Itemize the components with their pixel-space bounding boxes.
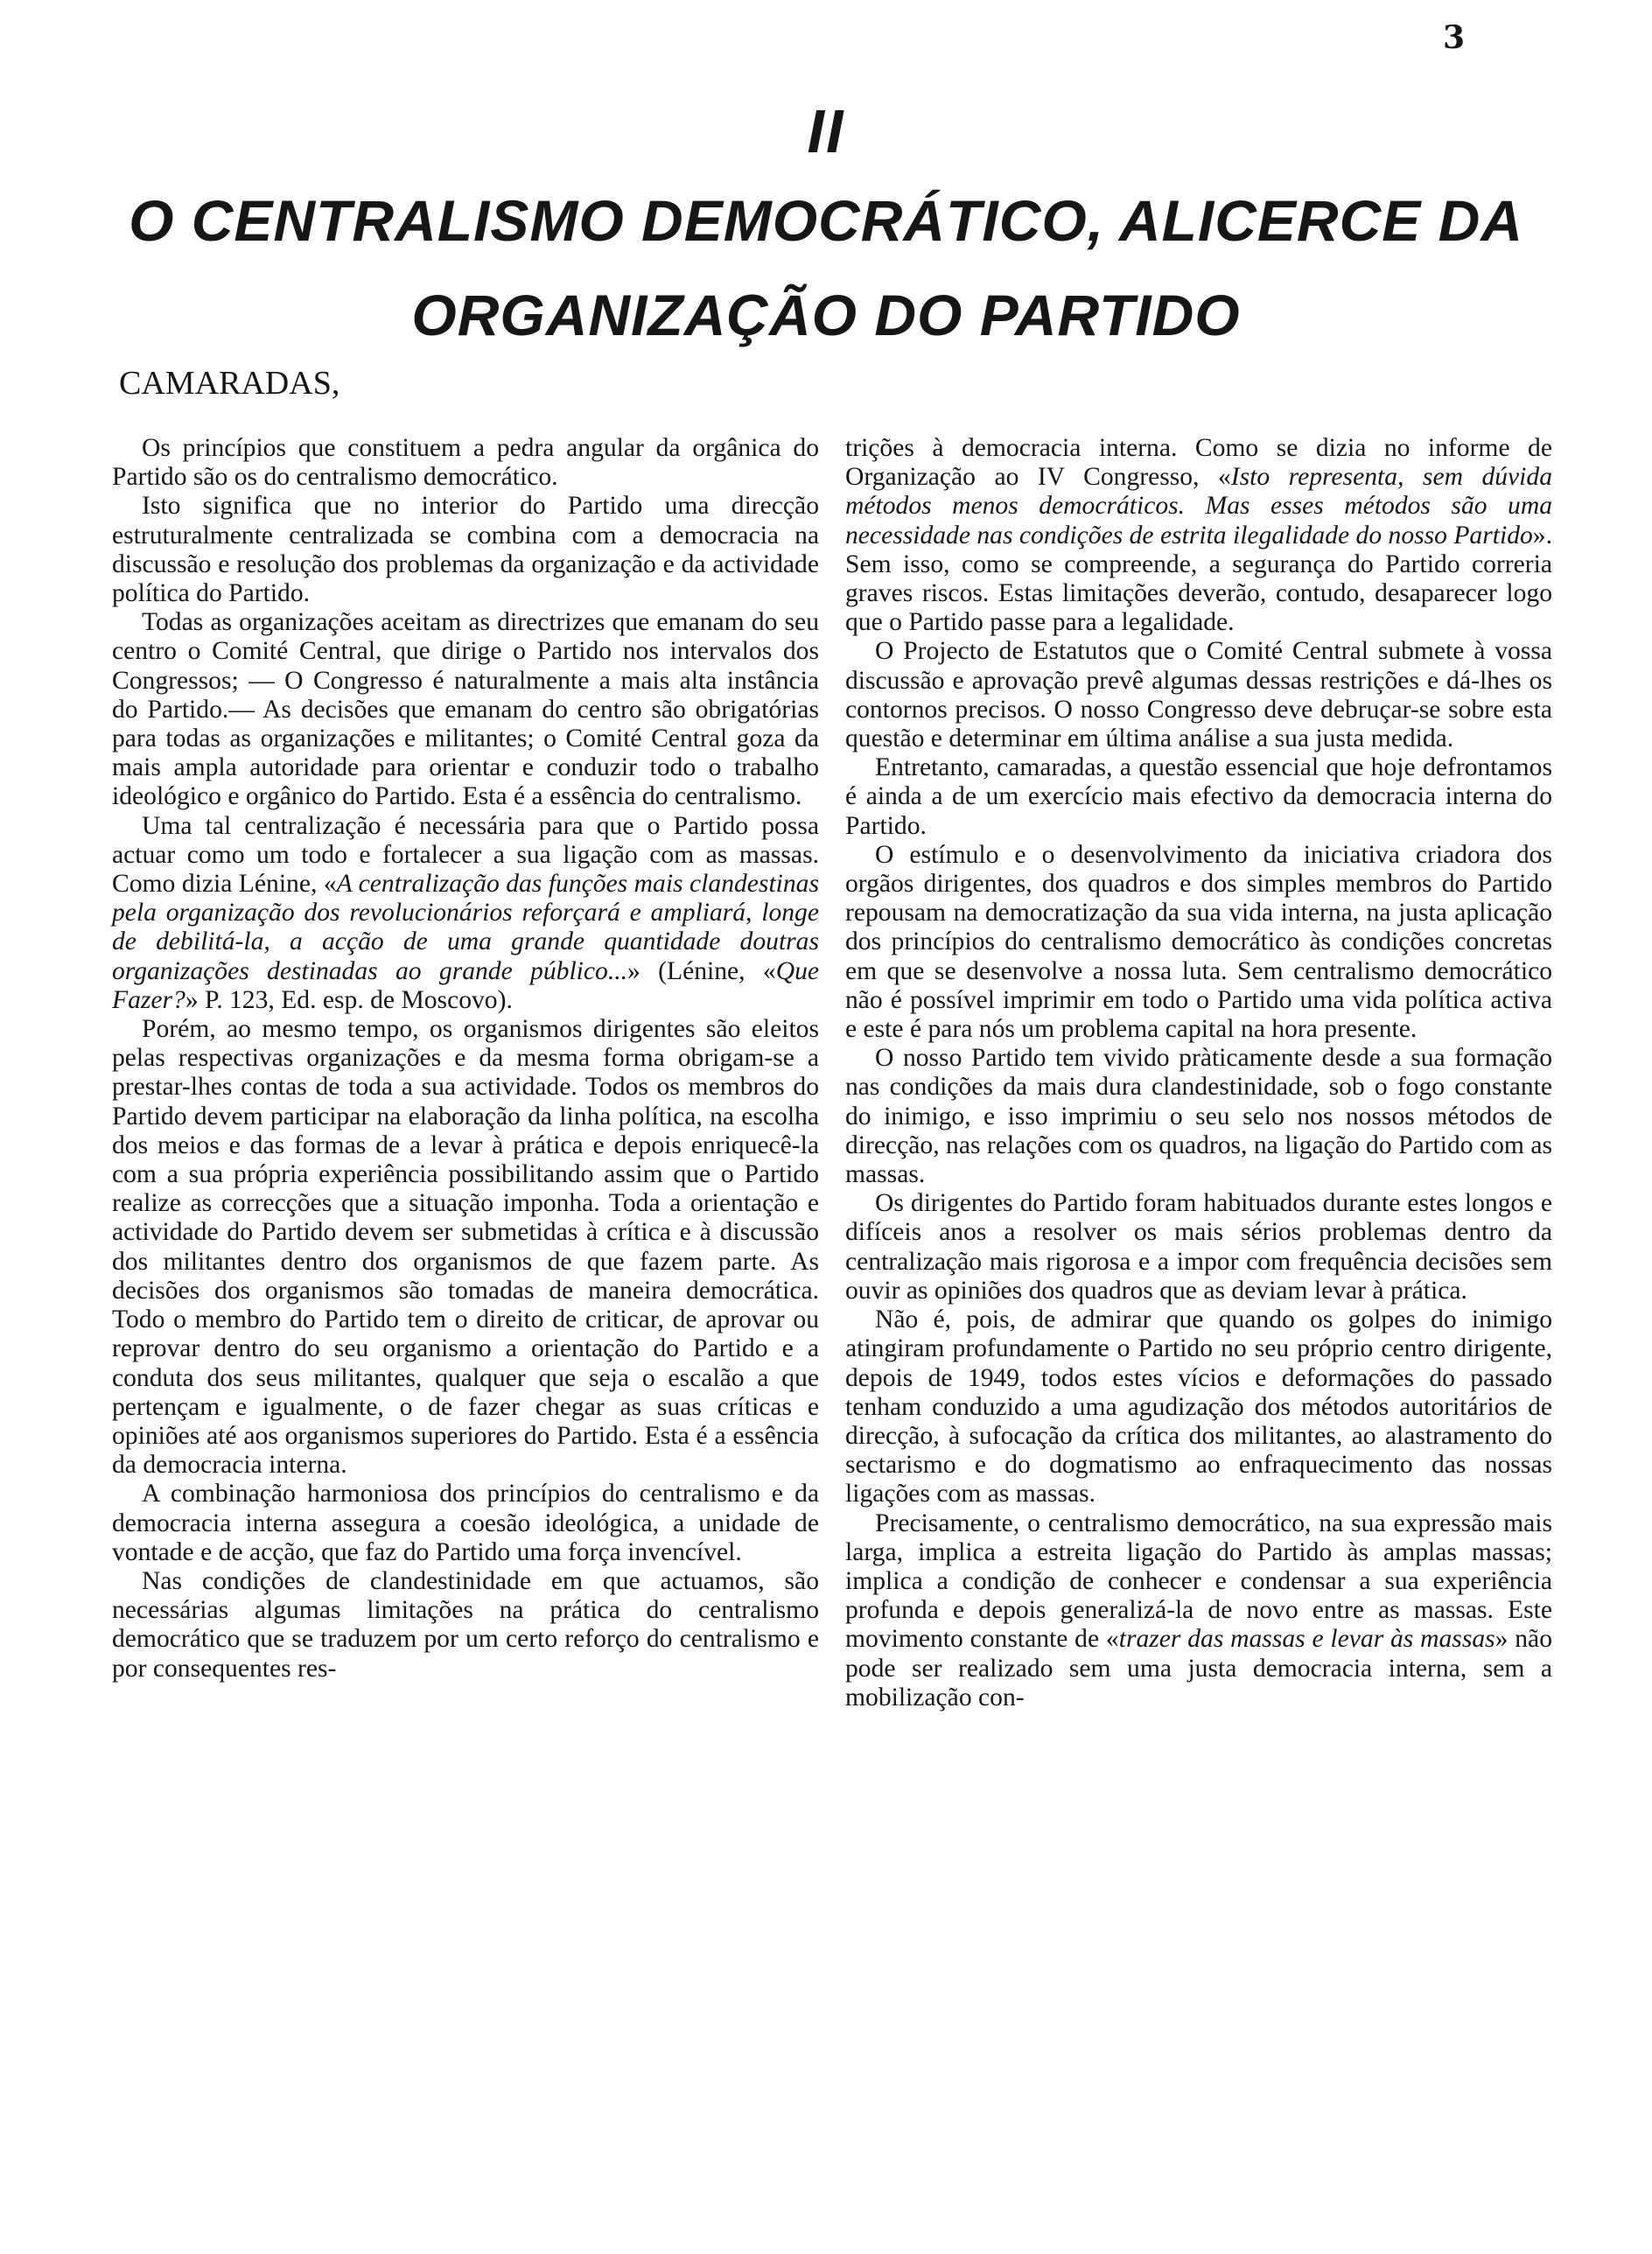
text-run: trições à democracia interna. Como se dizia no informe de Organização ao IV Congresso, « <box>845 434 1552 492</box>
text-run: Uma tal centralização é necessária para que o Partido possa actuar como um todo e fortalecer a sua ligação com as massas. Como dizia Lénine, « <box>112 811 819 899</box>
quotation: trazer das massas e levar às massas <box>1118 1625 1495 1654</box>
paragraph: Porém, ao mesmo tempo, os organismos dirigentes são eleitos pelas respectivas organizações e da mesma forma obrigam-se a prestar-lhes contas de toda a sua actividade. Todos os membros do Partido devem participar na elaboração da linha política, na escolha dos meios e das formas de a levar à prática e depois enriquecê-la com a sua própria experiência possibilitando assim que o Partido realize as correcções que a situação imponha. Toda a orientação e actividade do Partido devem ser submetidas à crítica e à discussão dos militantes dentro dos organismos de que fazem parte. As decisões dos organismos são tomadas de maneira democrática. Todo o membro do Partido tem o direito de criticar, de aprovar ou reprovar dentro do seu organismo a orientação do Partido e a conduta dos seus militantes, qualquer que seja o escalão a que pertençam e igualmente, o de fazer chegar as suas críticas e opiniões até aos organismos superiores do Partido. Esta é a essência da democracia interna. <box>112 1015 819 1480</box>
paragraph: O estímulo e o desenvolvimento da iniciativa criadora dos orgãos dirigentes, dos quadros e dos simples membros do Partido repousam na democratização da sua vida interna, na justa aplicação dos princípios do centralismo democrático às condições concretas em que se desenvolve a nossa luta. Sem centralismo democrático não é possível imprimir em todo o Partido uma vida política activa e este é para nós um problema capital na hora presente. <box>845 840 1552 1044</box>
salutation: CAMARADAS, <box>119 365 340 402</box>
paragraph: Entretanto, camaradas, a questão essencial que hoje defrontamos é ainda a de um exercício mais efectivo da democracia interna do Partido. <box>845 753 1552 840</box>
quotation: Isto representa, sem dúvida métodos menos democráticos. Mas esses métodos são uma necessidade nas condições de estrita ilegalidade do nosso Partido <box>845 463 1552 550</box>
paragraph: Não é, pois, de admirar que quando os golpes do inimigo atingiram profundamente o Partido no seu próprio centro dirigente, depois de 1949, todos estes vícios e deformações do passado tenham conduzido a uma agudização dos métodos autoritários de direcção, à sufocação da crítica dos militantes, ao alastramento do sectarismo e do dogmatismo ao enfraquecimento das nossas ligações com as massas. <box>845 1306 1552 1508</box>
paragraph: Isto significa que no interior do Partido uma direcção estruturalmente centralizada se combina com a democracia na discussão e resolução dos problemas da organização e da actividade política do Partido. <box>112 492 819 608</box>
paragraph: Os dirigentes do Partido foram habituados durante estes longos e difíceis anos a resolver os mais sérios problemas dentro da centralização mais rigorosa e a impor com frequência decisões sem ouvir as opiniões dos quadros que as deviam levar à prática. <box>845 1189 1552 1305</box>
paragraph: Os princípios que constituem a pedra angular da orgânica do Partido são os do centralismo democrático. <box>112 434 819 492</box>
chapter-number: II <box>807 97 845 165</box>
text-run: » não pode ser realizado sem uma justa democracia interna, sem a mobilização con- <box>845 1625 1552 1712</box>
paragraph: Todas as organizações aceitam as directrizes que emanam do seu centro o Comité Central, que dirige o Partido nos intervalos dos Congressos; — O Congresso é naturalmente a mais alta instância do Partido.— As decisões que emanam do centro são obrigatórias para todas as organizações e militantes; o Comité Central goza da mais ampla autoridade para orientar e conduzir todo o trabalho ideológico e orgânico do Partido. Esta é a essência do centralismo. <box>112 608 819 811</box>
right-column <box>845 434 1552 1712</box>
paragraph: O Projecto de Estatutos que o Comité Central submete à vossa discussão e aprovação prevê algumas dessas restrições e dá-lhes os contornos precisos. O nosso Congresso deve debruçar-se sobre esta questão e determinar em última análise a sua justa medida. <box>845 637 1552 753</box>
text-run: » P. 123, Ed. esp. de Moscovo). <box>185 985 513 1014</box>
text-run: ». Sem isso, como se compreende, a segurança do Partido correria graves riscos. Estas limitações deverão, contudo, desaparecer logo que o Partido passe para a legalidade. <box>845 521 1552 637</box>
quotation: A centralização das funções mais clandestinas pela organização dos revolucionários reforçará e ampliará, longe de debilitá-la, a acção de uma grande quantidade doutras organizações destinadas ao grande público... <box>112 870 819 985</box>
text-run: » (Lénine, « <box>627 956 776 985</box>
page-number: 3 <box>1442 19 1465 56</box>
paragraph <box>845 434 1552 637</box>
paragraph: O nosso Partido tem vivido pràticamente desde a sua formação nas condições da mais dura clandestinidade, sob o fogo constante do inimigo, e isso imprimiu o seu selo nos nossos métodos de direcção, nas relações com os quadros, na ligação do Partido com as massas. <box>845 1044 1552 1189</box>
title-line-1: O CENTRALISMO DEMOCRÁTICO, ALICERCE DA <box>129 188 1523 253</box>
left-column <box>112 434 819 1684</box>
title-line-2: ORGANIZAÇÃO DO PARTIDO <box>411 283 1241 347</box>
paragraph: Nas condições de clandestinidade em que actuamos, são necessárias algumas limitações na prática do centralismo democrático que se traduzem por um certo reforço do centralismo e por consequentes res- <box>112 1566 819 1683</box>
paragraph <box>112 812 819 1015</box>
paragraph <box>845 1509 1552 1712</box>
paragraph: A combinação harmoniosa dos princípios do centralismo e da democracia interna assegura a coesão ideológica, a unidade de vontade e de acção, que faz do Partido uma força invencível. <box>112 1480 819 1566</box>
text-run: Precisamente, o centralismo democrático, na sua expressão mais larga, implica a estreita ligação do Partido às amplas massas; implica a condição de conhecer e condensar a sua experiência profunda e depois generalizá-la de novo entre as massas. Este movimento constante de « <box>845 1508 1552 1654</box>
work-title: Que Fazer? <box>112 956 820 1014</box>
